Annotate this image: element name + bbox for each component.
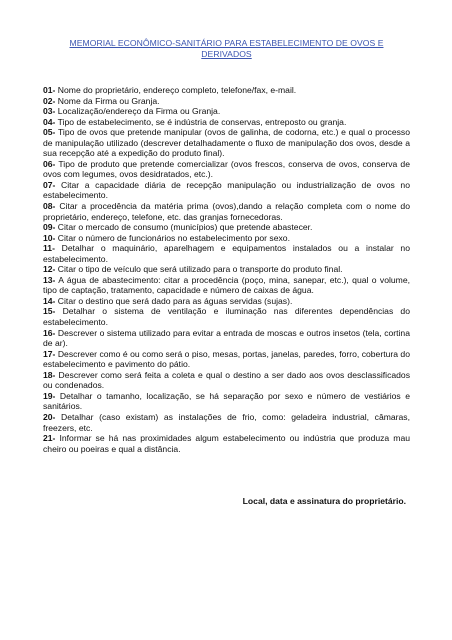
list-item	[43, 85, 410, 96]
list-item	[43, 328, 410, 349]
item-number: 20-	[43, 411, 56, 422]
list-item	[43, 233, 410, 244]
item-number: 04-	[43, 116, 56, 127]
list-item	[43, 96, 410, 107]
list-item	[43, 106, 410, 117]
item-number: 15-	[43, 306, 56, 317]
item-number: 09-	[43, 222, 56, 233]
list-item	[43, 306, 410, 327]
list-item	[43, 296, 410, 307]
item-number: 06-	[43, 158, 56, 169]
list-item	[43, 264, 410, 275]
item-number: 14-	[43, 295, 56, 306]
item-number: 07-	[43, 179, 56, 190]
item-text: Detalhar o tamanho, localização, se há separação por sexo e número de vestiários e sanitários.	[43, 390, 410, 412]
item-number: 21-	[43, 433, 56, 444]
item-text: Descrever como será feita a coleta e qual o destino a ser dado aos ovos desclassificados ou condenados.	[43, 369, 410, 391]
item-text: Localização/endereço da Firma ou Granja.	[55, 106, 221, 117]
list-item	[43, 433, 410, 454]
list-item	[43, 275, 410, 296]
item-number: 08-	[43, 201, 56, 212]
item-number: 11-	[43, 243, 55, 254]
list-item	[43, 159, 410, 180]
list-item	[43, 391, 410, 412]
list-item	[43, 222, 410, 233]
item-text: Detalhar o sistema de ventilação e iluminação nas diferentes dependências do estabelecimento.	[43, 306, 410, 328]
item-text: Citar o destino que será dado para as águas servidas (sujas).	[55, 295, 293, 306]
list-item	[43, 127, 410, 159]
item-text: Citar a capacidade diária de recepção manipulação ou industrialização de ovos no estabelecimento.	[43, 179, 410, 201]
item-number: 10-	[43, 232, 56, 243]
item-number: 02-	[43, 95, 56, 106]
item-text: Citar o número de funcionários no estabelecimento por sexo.	[55, 232, 290, 243]
item-text: Citar a procedência da matéria prima (ovos),dando a relação completa com o nome do proprietário, endereço, telefone, etc. das granjas fornecedoras.	[43, 201, 410, 222]
item-text: Tipo de produto que pretende comercializar (ovos frescos, conserva de ovos, conserva de ovos com legumes, ovos desidratados, etc.).	[43, 158, 410, 180]
item-number: 13-	[43, 274, 56, 285]
item-text: Citar o tipo de veículo que será utilizado para o transporte do produto final.	[55, 264, 343, 275]
item-text: Detalhar (caso existam) as instalações de frio, como: geladeira industrial, câmaras, freezers, etc.	[43, 411, 410, 433]
list-item	[43, 412, 410, 433]
item-number: 17-	[43, 348, 56, 359]
list-item	[43, 349, 410, 370]
item-text: Detalhar o maquinário, aparelhagem e equipamentos instalados ou a instalar no estabelecimento.	[43, 243, 410, 264]
document-title: MEMORIAL ECONÔMICO-SANITÁRIO PARA ESTABELECIMENTO DE OVOS E DERIVADOS	[69, 38, 384, 59]
item-number: 16-	[43, 327, 56, 338]
item-text: Descrever como é ou como será o piso, mesas, portas, janelas, paredes, forro, cobertura do estabelecimento e pavimento do pátio.	[43, 348, 410, 370]
signature-line: Local, data e assinatura do proprietário.	[242, 496, 406, 506]
list-item	[43, 243, 410, 264]
item-number: 03-	[43, 106, 56, 117]
item-number: 18-	[43, 369, 56, 380]
item-text: Descrever o sistema utilizado para evitar a entrada de moscas e outros insetos (tela, cortina de ar).	[43, 327, 410, 349]
item-text: A água de abastecimento: citar a procedência (poço, mina, sanepar, etc.), qual o volume, tipo de captação, tratamento, capacidade e número de caixas de água.	[43, 274, 410, 296]
item-text: Citar o mercado de consumo (municípios) que pretende abastecer.	[55, 222, 313, 233]
item-list	[43, 85, 410, 454]
item-number: 12-	[43, 264, 56, 275]
item-text: Nome do proprietário, endereço completo, telefone/fax, e-mail.	[55, 85, 297, 95]
item-number: 01-	[43, 85, 56, 95]
item-number: 19-	[43, 390, 56, 401]
list-item	[43, 117, 410, 128]
item-number: 05-	[43, 127, 56, 138]
list-item	[43, 201, 410, 222]
list-item	[43, 370, 410, 391]
list-item	[43, 180, 410, 201]
item-text: Nome da Firma ou Granja.	[55, 95, 160, 106]
item-text: Tipo de estabelecimento, se é indústria de conservas, entreposto ou granja.	[55, 116, 347, 127]
item-text: Tipo de ovos que pretende manipular (ovos de galinha, de codorna, etc.) e qual o processo de manipulação utilizado (descrever detalhadamente o fluxo de manipulação dos ovos, desde a sua recepção até a expedição do produto final).	[43, 127, 410, 159]
item-text: Informar se há nas proximidades algum estabelecimento ou indústria que produza mau cheiro ou poeiras e qual a distância.	[43, 433, 410, 454]
